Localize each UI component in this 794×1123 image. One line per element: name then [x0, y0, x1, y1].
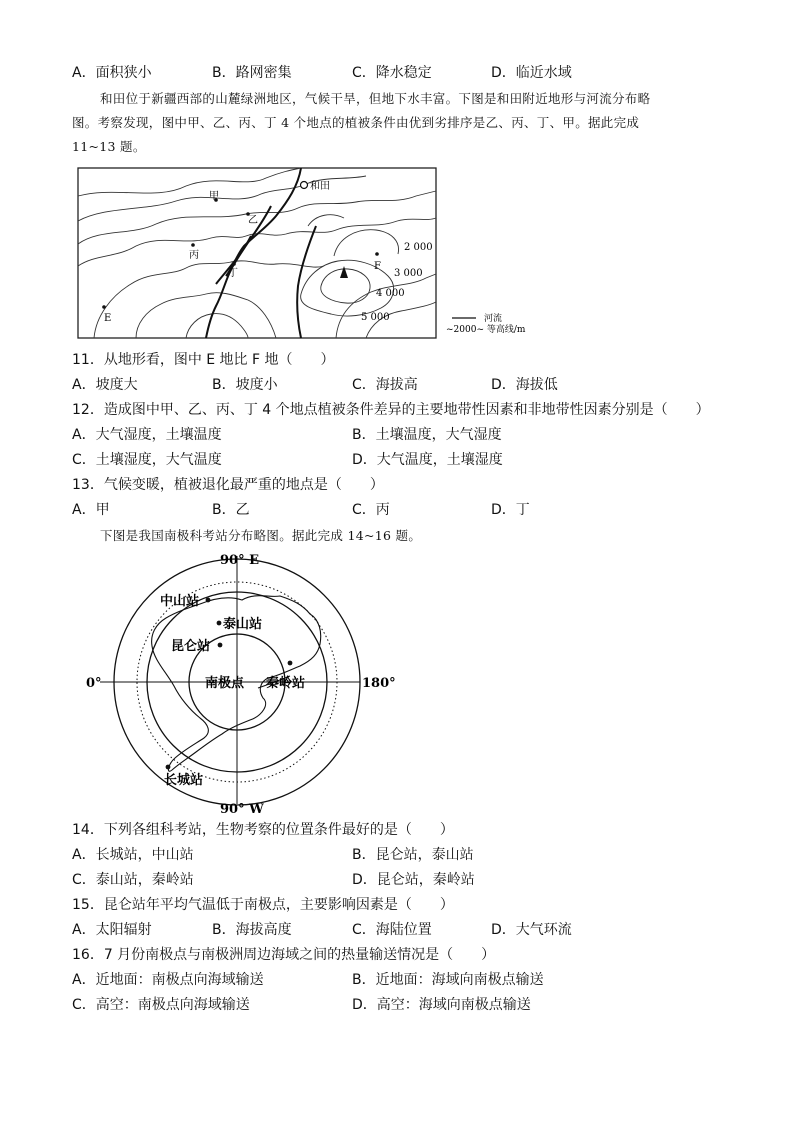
- label-south-pole: 南极点: [205, 676, 245, 691]
- q10-option-b[interactable]: B．路网密集: [212, 65, 292, 81]
- point-e-label: E: [104, 313, 112, 324]
- point-jia-label: 甲: [209, 191, 219, 202]
- hotan-terrain-map: [76, 166, 546, 346]
- point-f-label: F: [374, 261, 381, 272]
- q10-option-d[interactable]: D．临近水域: [491, 65, 572, 81]
- passage2: 下图是我国南极科考站分布略图。据此完成 14~16 题。: [100, 528, 422, 543]
- q16-option-c[interactable]: C．高空：南极点向海域输送: [72, 997, 250, 1013]
- q16-option-b[interactable]: B．近地面：海域向南极点输送: [352, 972, 544, 988]
- point-ding-label: 丁: [228, 268, 238, 279]
- station-changcheng: 长城站: [164, 773, 204, 788]
- q14-stem: 14．下列各组科考站，生物考察的位置条件最好的是（ ）: [72, 822, 454, 838]
- point-yi-label: 乙: [248, 215, 258, 226]
- point-bing-label: 丙: [189, 250, 199, 261]
- contour-4000: 4 000: [376, 288, 405, 299]
- q14-option-b[interactable]: B．昆仑站，泰山站: [352, 847, 474, 863]
- q11-option-d[interactable]: D．海拔低: [491, 377, 558, 393]
- contour-3000: 3 000: [394, 268, 423, 279]
- q13-option-c[interactable]: C．丙: [352, 502, 390, 518]
- q15-option-a[interactable]: A．太阳辐射: [72, 922, 152, 938]
- q15-option-b[interactable]: B．海拔高度: [212, 922, 292, 938]
- q14-option-d[interactable]: D．昆仑站，秦岭站: [352, 872, 475, 888]
- q10-option-c[interactable]: C．降水稳定: [352, 65, 432, 81]
- q14-option-a[interactable]: A．长城站，中山站: [72, 847, 194, 863]
- q16-option-a[interactable]: A．近地面：南极点向海域输送: [72, 972, 264, 988]
- q12-option-c[interactable]: C．土壤湿度，大气温度: [72, 452, 222, 468]
- station-zhongshan: 中山站: [160, 594, 200, 609]
- legend-river: 河流: [484, 314, 503, 324]
- label-180: 180°: [362, 676, 396, 691]
- label-90e: 90° E: [220, 553, 260, 568]
- q11-option-b[interactable]: B．坡度小: [212, 377, 278, 393]
- contour-2000: 2 000: [404, 242, 433, 253]
- q13-option-d[interactable]: D．丁: [491, 502, 530, 518]
- label-0: 0°: [86, 676, 102, 691]
- label-90w: 90° W: [220, 802, 264, 814]
- station-qinling: 秦岭站: [266, 676, 306, 691]
- station-kunlun: 昆仑站: [171, 639, 211, 654]
- q11-stem: 11．从地形看，图中 E 地比 F 地（ ）: [72, 352, 335, 368]
- passage1-line3: 11~13 题。: [72, 139, 146, 154]
- q10-option-a[interactable]: A．面积狭小: [72, 65, 152, 81]
- q16-option-d[interactable]: D．高空：海域向南极点输送: [352, 997, 531, 1013]
- contour-5000: 5 000: [361, 312, 390, 323]
- q15-option-c[interactable]: C．海陆位置: [352, 922, 432, 938]
- q12-option-d[interactable]: D．大气温度，土壤湿度: [352, 452, 503, 468]
- q11-option-a[interactable]: A．坡度大: [72, 377, 138, 393]
- q13-option-a[interactable]: A．甲: [72, 502, 110, 518]
- q15-stem: 15．昆仑站年平均气温低于南极点，主要影响因素是（ ）: [72, 897, 454, 913]
- passage1-line1: 和田位于新疆西部的山麓绿洲地区，气候干旱，但地下水丰富。下图是和田附近地形与河流分布略: [100, 91, 651, 106]
- q12-option-a[interactable]: A．大气湿度，土壤温度: [72, 427, 222, 443]
- q11-option-c[interactable]: C．海拔高: [352, 377, 418, 393]
- q12-stem: 12．造成图中甲、乙、丙、丁 4 个地点植被条件差异的主要地带性因素和非地带性因素分别是（ ）: [72, 402, 710, 418]
- q13-stem: 13．气候变暖，植被退化最严重的地点是（ ）: [72, 477, 384, 493]
- station-taishan: 泰山站: [223, 617, 263, 632]
- legend-contour: ~2000~ 等高线/m: [446, 325, 526, 335]
- antarctic-stations-map: [80, 548, 400, 818]
- q13-option-b[interactable]: B．乙: [212, 502, 250, 518]
- q14-option-c[interactable]: C．泰山站，秦岭站: [72, 872, 194, 888]
- passage1-line2: 图。考察发现，图中甲、乙、丙、丁 4 个地点的植被条件由优到劣排序是乙、丙、丁、甲。据此完成: [72, 115, 640, 130]
- q16-stem: 16．7 月份南极点与南极洲周边海域之间的热量输送情况是（ ）: [72, 947, 496, 963]
- q15-option-d[interactable]: D．大气环流: [491, 922, 572, 938]
- hotan-label: 和田: [310, 181, 330, 192]
- q12-option-b[interactable]: B．土壤温度，大气湿度: [352, 427, 502, 443]
